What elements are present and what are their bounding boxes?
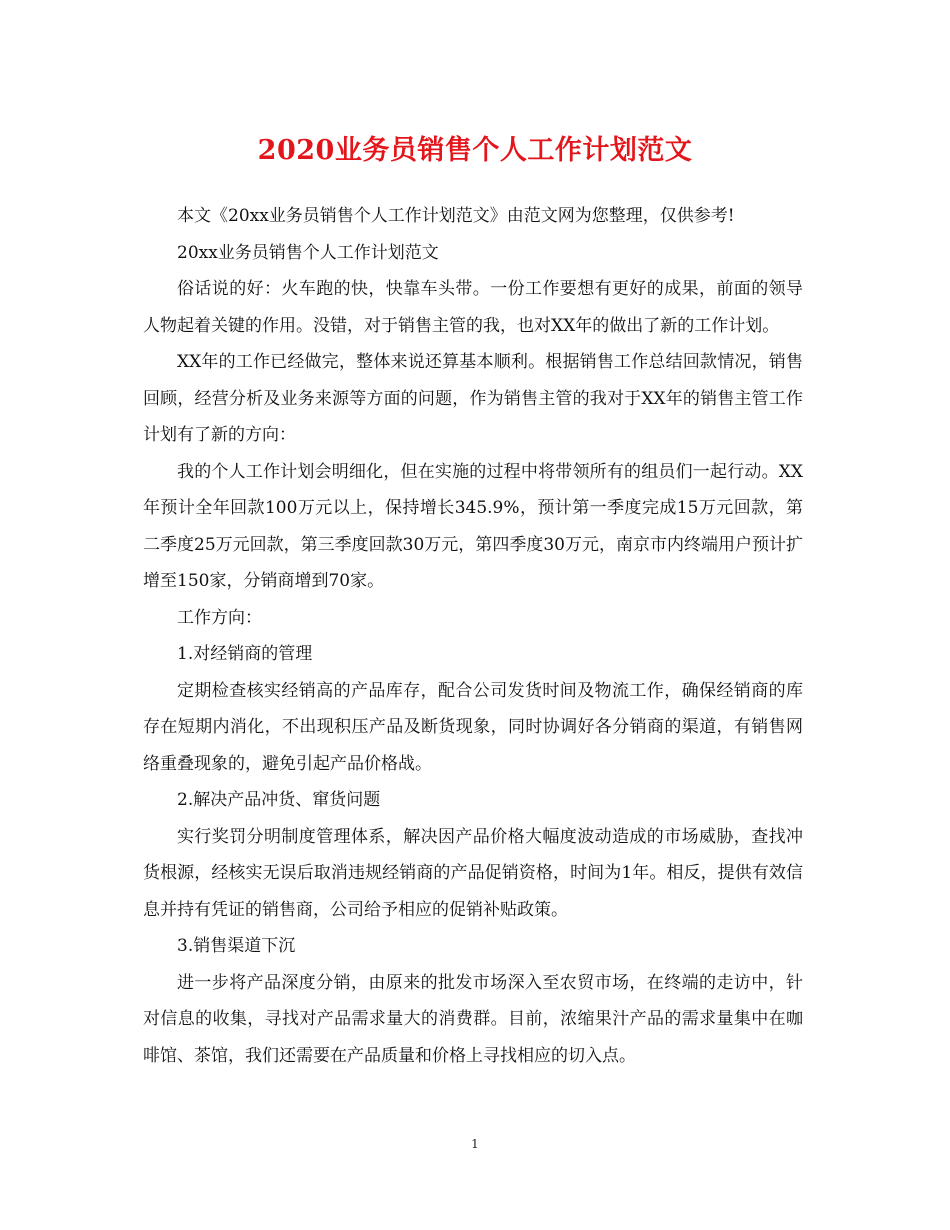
intro-paragraph: 本文《20xx业务员销售个人工作计划范文》由范文网为您整理，仅供参考! bbox=[177, 206, 735, 226]
body-paragraph: 定期检查核实经销高的产品库存，配合公司发货时间及物流工作，确保经销商的库存在短期内消化，不出现积压产品及断货现象，同时协调好各分销商的渠道，有销售网络重叠现象的，避免引起产品价格战。 bbox=[143, 680, 803, 774]
page-number: 1 bbox=[471, 1137, 479, 1151]
body-paragraph: 实行奖罚分明制度管理体系，解决因产品价格大幅度波动造成的市场威胁，查找冲货根源，经核实无误后取消违规经销商的产品促销资格，时间为1年。相反，提供有效信息并持有凭证的销售商，公司给予相应的促销补贴政策。 bbox=[143, 826, 803, 920]
document-body bbox=[143, 198, 803, 1074]
body-paragraph: XX年的工作已经做完，整体来说还算基本顺利。根据销售工作总结回款情况，销售回顾，经营分析及业务来源等方面的问题，作为销售主管的我对于XX年的销售主管工作计划有了新的方向： bbox=[143, 352, 803, 445]
body-paragraph: 我的个人工作计划会明细化，但在实施的过程中将带领所有的组员们一起行动。XX年预计全年回款100万元以上，保持增长345.9%，预计第一季度完成15万元回款，第二季度25万元回款，第三季度回款30万元，第四季度30万元，南京市内终端用户预计扩增至150家，分销商增到70家。 bbox=[143, 461, 803, 591]
section-heading: 工作方向： bbox=[177, 607, 262, 628]
document-title: 2020业务员销售个人工作计划范文 bbox=[257, 135, 693, 166]
body-paragraph: 俗话说的好：火车跑的快，快靠车头带。一份工作要想有更好的成果，前面的领导人物起着关键的作用。没错，对于销售主管的我，也对XX年的做出了新的工作计划。 bbox=[143, 279, 803, 336]
section-heading: 2.解决产品冲货、窜货问题 bbox=[177, 790, 381, 810]
body-paragraph: 进一步将产品深度分销，由原来的批发市场深入至农贸市场，在终端的走访中，针对信息的收集，寻找对产品需求量大的消费群。目前，浓缩果汁产品的需求量集中在咖啡馆、茶馆，我们还需要在产品质量和价格上寻找相应的切入点。 bbox=[143, 972, 803, 1066]
section-heading: 3.销售渠道下沉 bbox=[177, 936, 296, 956]
subtitle-paragraph: 20xx业务员销售个人工作计划范文 bbox=[177, 242, 439, 263]
section-heading: 1.对经销商的管理 bbox=[177, 644, 313, 664]
